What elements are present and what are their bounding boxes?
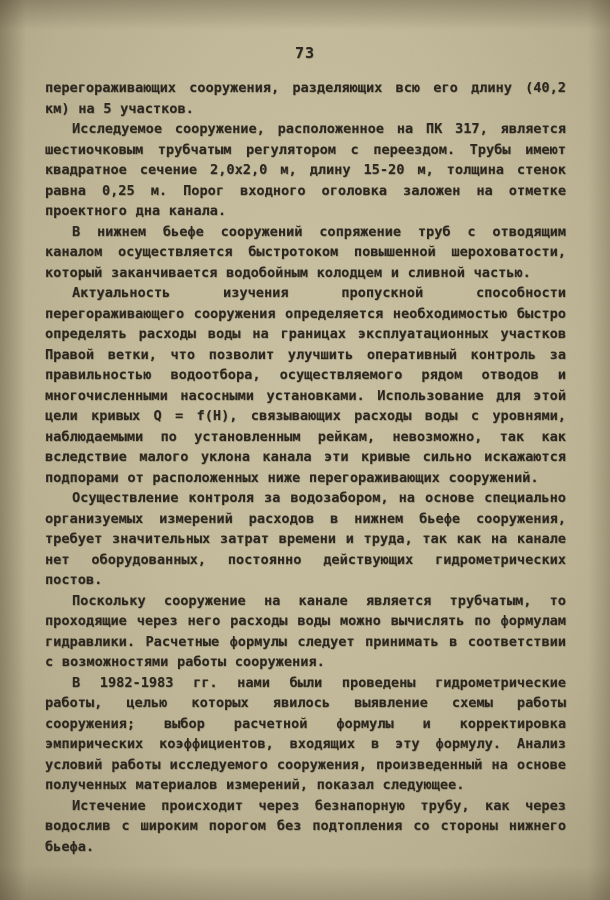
page-number: 73 [294, 44, 316, 62]
paragraph-fieldwork-1982-1983: В 1982-1983 гг. нами были проведены гидрометрические работы, целью которых явилось выявление схемы работы сооружения; выбор расчетной формулы и корректировка эмпирических коэффициентов, входящих в эту формулу. Анализ условий работы исследуемого сооружения, произведенный на основе полученных материалов измерений, показал следующее. [45, 674, 566, 793]
paragraph-control-measurements: Осуществление контроля за водозабором, на основе специально организуемых измерений расходов в нижнем бьефе сооружения, требует значительных затрат времени и труда, так как на канале нет оборудованных, постоянно действующих гидрометрических постов. [45, 490, 566, 588]
paragraph-relevance: Актуальность изучения пропускной способности перегораживающего сооружения определяется необходимостью быстро определять расходы воды на границах эксплуатационных участков Правой ветки, что позволит улучшить оперативный контроль за правильностью водоотбора, осуществляемого рядом отводов и многочисленными насосными установками. Использование для этой цели кривых Q = f(H), связывающих расходы воды с уровнями, наблюдаемыми по установленным рейкам, невозможно, так как вследствие малого уклона канала эти кривые сильно искажаются подпорами от расположенных ниже перегораживающих сооружений. [45, 285, 566, 486]
paragraph-downstream-pool: В нижнем бьефе сооружений сопряжение труб с отводящим каналом осуществляется быстротоком повышенной шероховатости, который заканчивается водобойным колодцем и сливной частью. [45, 223, 566, 281]
document-text-body [45, 78, 566, 857]
paragraph-structure-description: Исследуемое сооружение, расположенное на ПК 317, является шестиочковым трубчатым регулятором с переездом. Трубы имеют квадратное сечение 2,0х2,0 м, длину 15-20 м, толщина стенок равна 0,25 м. Порог входного оголовка заложен на отметке проектного дна канала. [45, 121, 566, 219]
paragraph-hydraulic-formulas: Поскольку сооружение на канале является трубчатым, то проходящие через него расходы воды можно вычислять по формулам гидравлики. Расчетные формулы следует принимать в соответствии с возможностями работы сооружения. [45, 592, 566, 670]
paragraph-continuation: перегораживающих сооружения, разделяющих всю его длину (40,2 км) на 5 участков. [45, 80, 566, 117]
paragraph-outflow-description: Истечение происходит через безнапорную трубу, как через водослив с широким порогом без подтопления со стороны нижнего бьефа. [45, 797, 566, 855]
